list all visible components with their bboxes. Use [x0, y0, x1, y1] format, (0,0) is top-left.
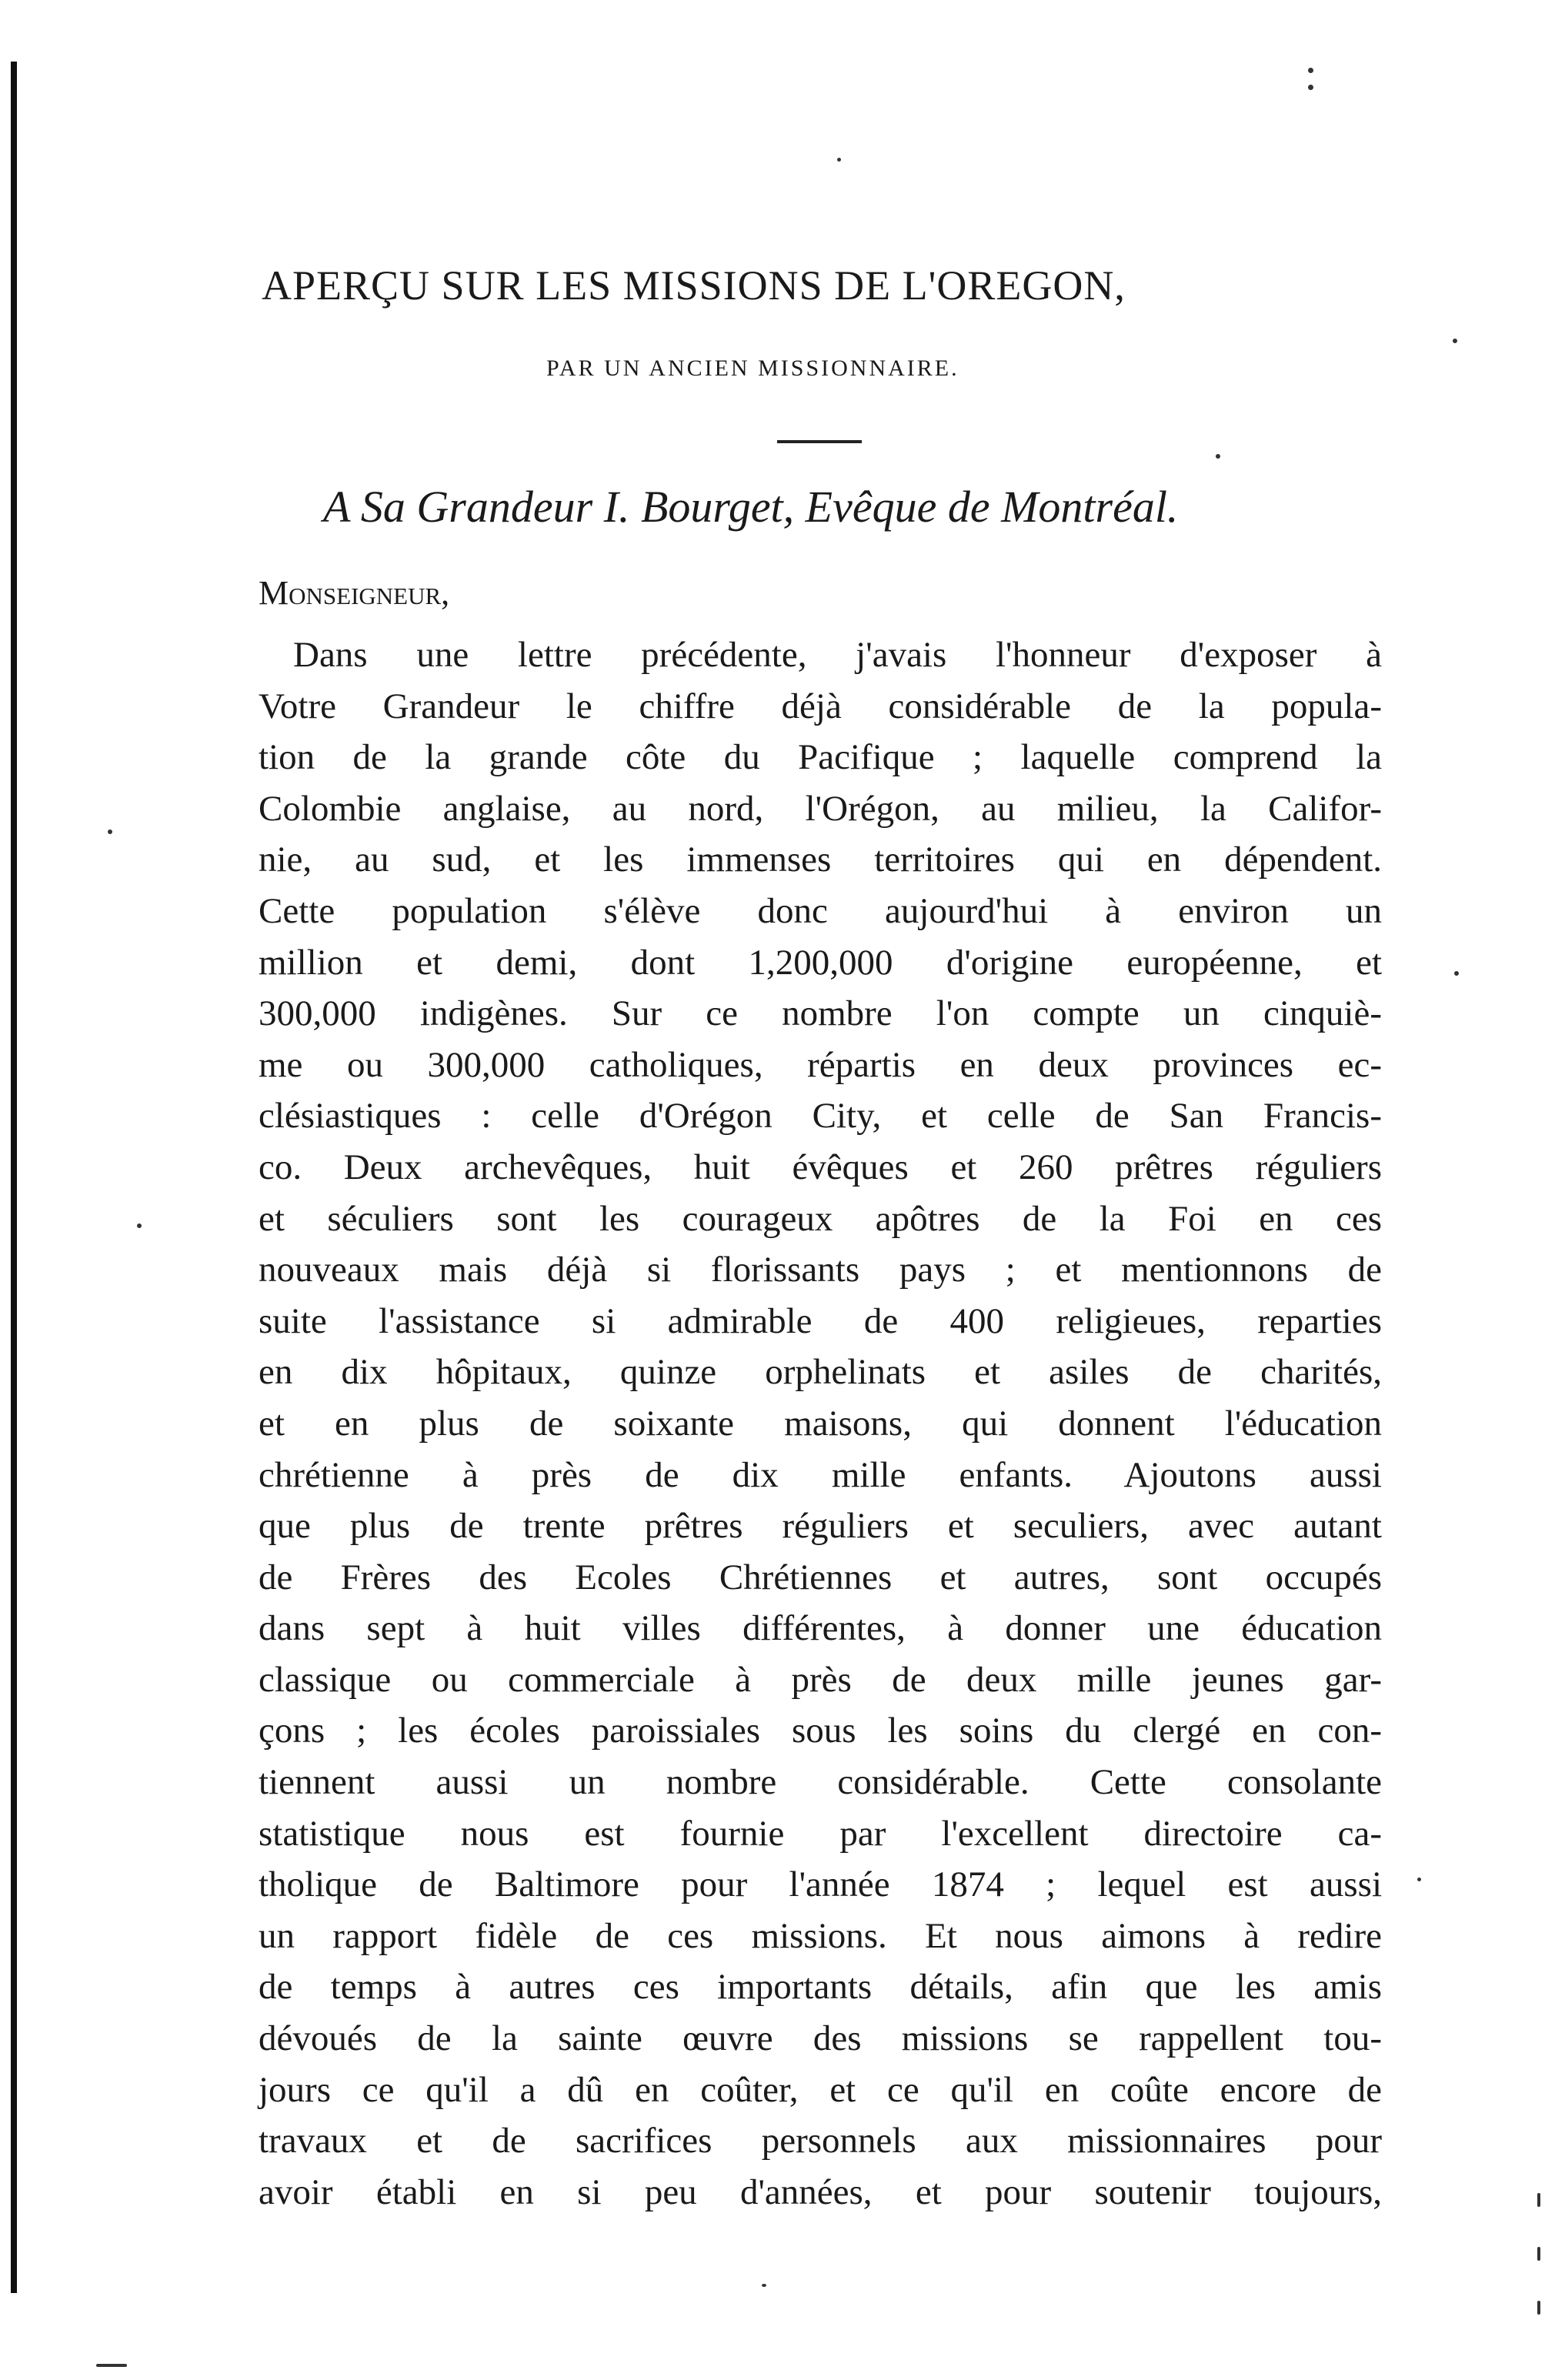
- text-line: Cette population s'élève donc aujourd'hui à environ un: [259, 890, 1382, 931]
- text-line: et en plus de soixante maisons, qui donnent l'éducation: [259, 1403, 1382, 1444]
- salutation: Monseigneur,: [259, 574, 450, 612]
- text-line: dévoués de la sainte œuvre des missions se rappellent tou-: [259, 2018, 1382, 2059]
- text-line: de temps à autres ces importants détails, afin que les amis: [259, 1967, 1382, 2008]
- scan-speck: [1537, 2301, 1540, 2315]
- text-line: tion de la grande côte du Pacifique ; laquelle comprend la: [259, 737, 1382, 778]
- text-line: me ou 300,000 catholiques, répartis en deux provinces ec-: [259, 1044, 1382, 1085]
- body-paragraph: [259, 629, 1382, 2218]
- scan-speck: [762, 2284, 766, 2287]
- text-line: tiennent aussi un nombre considérable. Cette consolante: [259, 1762, 1382, 1803]
- text-line: que plus de trente prêtres réguliers et seculiers, avec autant: [259, 1506, 1382, 1547]
- scan-speck: [1216, 454, 1220, 459]
- text-line: Votre Grandeur le chiffre déjà considérable de la popula-: [259, 686, 1382, 726]
- scan-speck: [1454, 971, 1459, 976]
- text-line: statistique nous est fournie par l'excellent directoire ca-: [259, 1813, 1382, 1854]
- page-title: APERÇU SUR LES MISSIONS DE L'OREGON,: [262, 262, 1126, 309]
- text-line: travaux et de sacrifices personnels aux missionnaires pour: [259, 2121, 1382, 2161]
- scan-speck: [96, 2364, 127, 2367]
- text-line: co. Deux archevêques, huit évêques et 260 prêtres réguliers: [259, 1147, 1382, 1187]
- text-line: çons ; les écoles paroissiales sous les soins du clergé en con-: [259, 1711, 1382, 1751]
- text-line: 300,000 indigènes. Sur ce nombre l'on compte un cinquiè-: [259, 993, 1382, 1034]
- scan-speck: [1308, 68, 1313, 73]
- dedication: A Sa Grandeur I. Bourget, Evêque de Montréal.: [323, 482, 1179, 532]
- text-line: Colombie anglaise, au nord, l'Orégon, au milieu, la Califor-: [259, 788, 1382, 829]
- scan-speck: [137, 1223, 142, 1228]
- text-line: Dans une lettre précédente, j'avais l'honneur d'exposer à: [293, 635, 1382, 675]
- scan-speck: [1453, 339, 1457, 343]
- text-line: un rapport fidèle de ces missions. Et nous aimons à redire: [259, 1915, 1382, 1956]
- page-binding-edge: [11, 62, 17, 2293]
- text-line: tholique de Baltimore pour l'année 1874 ; lequel est aussi: [259, 1864, 1382, 1905]
- text-line: avoir établi en si peu d'années, et pour soutenir toujours,: [259, 2171, 1382, 2212]
- text-line: million et demi, dont 1,200,000 d'origine européenne, et: [259, 942, 1382, 983]
- text-line: dans sept à huit villes différentes, à donner une éducation: [259, 1608, 1382, 1649]
- scan-speck: [1537, 2247, 1540, 2261]
- text-line: suite l'assistance si admirable de 400 religieues, reparties: [259, 1300, 1382, 1341]
- scan-speck: [108, 829, 112, 834]
- text-line: en dix hôpitaux, quinze orphelinats et asiles de charités,: [259, 1352, 1382, 1393]
- scan-speck: [837, 158, 841, 162]
- author-line: PAR UN ANCIEN MISSIONNAIRE.: [546, 355, 959, 381]
- text-line: et séculiers sont les courageux apôtres de la Foi en ces: [259, 1198, 1382, 1239]
- text-line: classique ou commerciale à près de deux mille jeunes gar-: [259, 1659, 1382, 1700]
- scan-speck: [1537, 2193, 1540, 2207]
- text-line: jours ce qu'il a dû en coûter, et ce qu'il en coûte encore de: [259, 2069, 1382, 2110]
- separator-rule: [777, 440, 862, 443]
- text-line: nie, au sud, et les immenses territoires qui en dépendent.: [259, 840, 1382, 880]
- text-line: nouveaux mais déjà si florissants pays ; et mentionnons de: [259, 1250, 1382, 1290]
- text-line: de Frères des Ecoles Chrétiennes et autres, sont occupés: [259, 1557, 1382, 1597]
- text-line: chrétienne à près de dix mille enfants. Ajoutons aussi: [259, 1454, 1382, 1495]
- scan-speck: [1417, 1878, 1421, 1881]
- text-line: clésiastiques : celle d'Orégon City, et celle de San Francis-: [259, 1096, 1382, 1137]
- scan-speck: [1308, 85, 1313, 90]
